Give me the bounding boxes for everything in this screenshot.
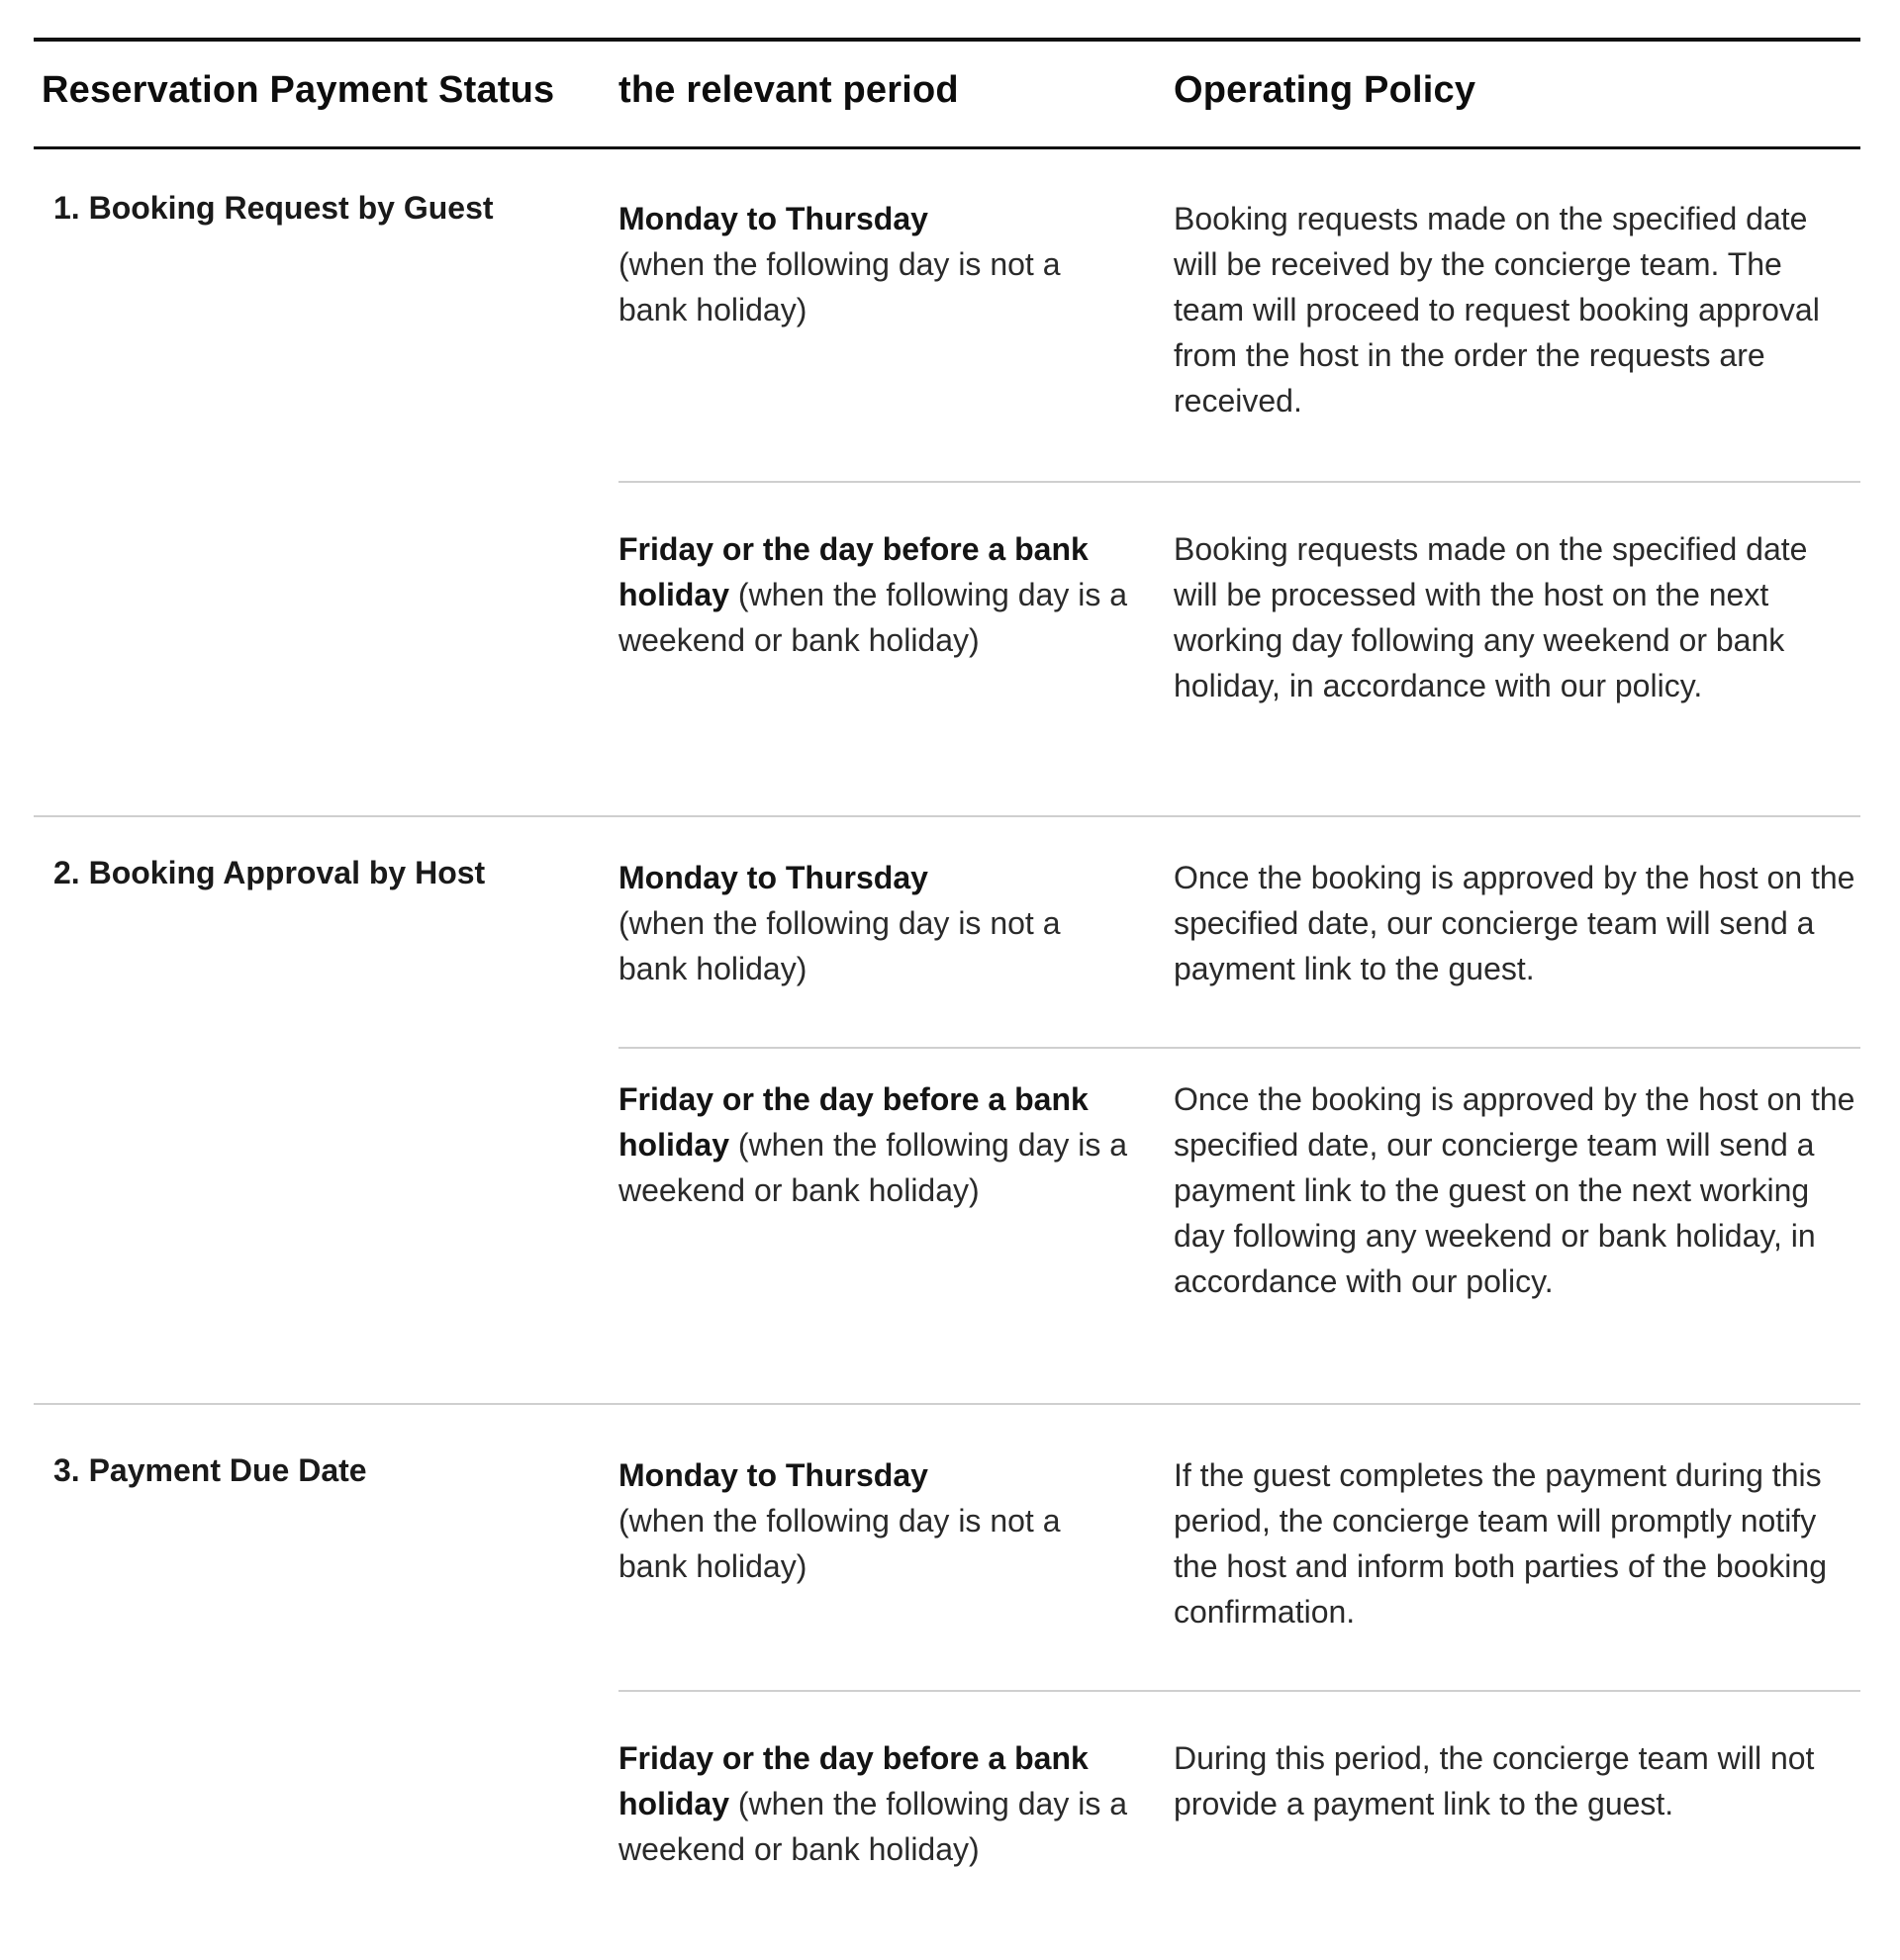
row-1-period-2-rest: (when the following day is a weekend or bank holiday) (618, 577, 1128, 658)
row-1-period-2 (618, 526, 1133, 663)
row-3-period-2-bold: Friday or the day before a bank holiday (618, 1740, 1089, 1821)
row-2-period-1-rest: (when the following day is not a bank holiday) (618, 905, 1061, 986)
row-1-status: 1. Booking Request by Guest (53, 190, 494, 226)
row-2-period-1-bold: Monday to Thursday (618, 860, 928, 895)
row-2-policy-1: Once the booking is approved by the host on the specified date, our concierge team will send a payment link to the guest. (1174, 860, 1855, 986)
header-rule (34, 146, 1860, 149)
row-2-period-2-bold: Friday or the day before a bank holiday (618, 1081, 1089, 1163)
row-2-period-1 (618, 855, 1133, 991)
row-3-period-1-bold: Monday to Thursday (618, 1457, 928, 1493)
row-1-bottom-rule (34, 815, 1860, 817)
row-3-period-1 (618, 1452, 1133, 1589)
header-period: the relevant period (618, 69, 959, 111)
row-1-policy-1: Booking requests made on the specified date will be received by the concierge team. The team will proceed to request booking approval from the host in the order the requests are received. (1174, 201, 1820, 419)
row-3-policy-1: If the guest completes the payment during this period, the concierge team will promptly notify the host and inform both parties of the booking confirmation. (1174, 1457, 1827, 1630)
row-2-sub-rule (618, 1047, 1860, 1049)
row-3-sub-rule (618, 1690, 1860, 1692)
row-2-period-2 (618, 1076, 1133, 1213)
row-2-period-2-rest: (when the following day is a weekend or bank holiday) (618, 1127, 1128, 1208)
row-1-period-1-bold: Monday to Thursday (618, 201, 928, 236)
row-2-policy-2: Once the booking is approved by the host on the specified date, our concierge team will send a payment link to the guest on the next working day following any weekend or bank holiday, in accordance with our policy. (1174, 1081, 1855, 1299)
row-1-period-1 (618, 196, 1133, 332)
row-2-status: 2. Booking Approval by Host (53, 855, 486, 890)
row-1-sub-rule (618, 481, 1860, 483)
header-status: Reservation Payment Status (42, 69, 555, 111)
row-1-period-1-rest: (when the following day is not a bank holiday) (618, 246, 1061, 327)
row-3-status: 3. Payment Due Date (53, 1452, 367, 1488)
row-2-bottom-rule (34, 1403, 1860, 1405)
row-3-period-1-rest: (when the following day is not a bank holiday) (618, 1503, 1061, 1584)
row-1-policy-2: Booking requests made on the specified date will be processed with the host on the next working day following any weekend or bank holiday, in accordance with our policy. (1174, 531, 1808, 703)
row-3-policy-2: During this period, the concierge team will not provide a payment link to the guest. (1174, 1740, 1815, 1821)
row-3-period-2-rest: (when the following day is a weekend or bank holiday) (618, 1786, 1128, 1867)
table-header (34, 42, 1860, 146)
header-policy: Operating Policy (1174, 69, 1476, 111)
row-1-period-2-bold: Friday or the day before a bank holiday (618, 531, 1089, 612)
row-3-period-2 (618, 1735, 1133, 1872)
